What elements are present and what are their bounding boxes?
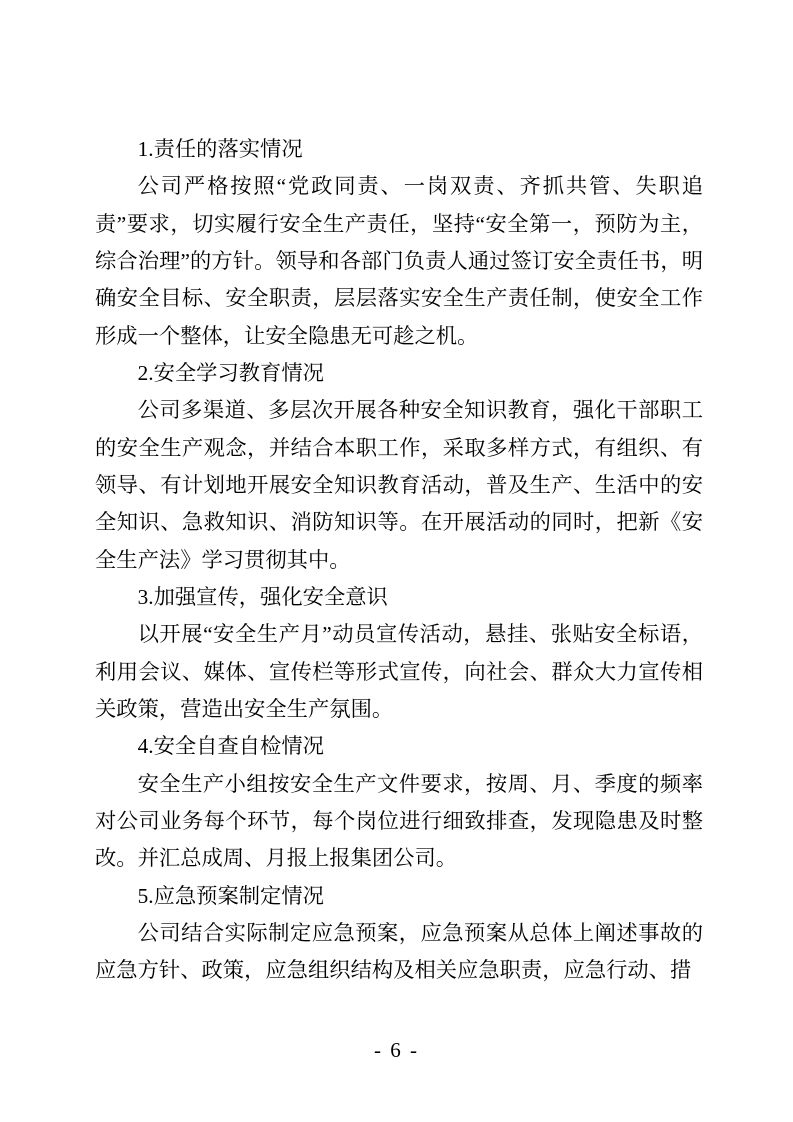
section-heading: 2.安全学习教育情况 bbox=[137, 360, 324, 385]
section-heading: 3.加强宣传，强化安全意识 bbox=[137, 584, 388, 609]
section-heading: 5.应急预案制定情况 bbox=[137, 883, 324, 908]
section-paragraph: 公司结合实际制定应急预案，应急预案从总体上阐述事故的应急方针、政策，应急组织结构及相关应急职责，应急行动、措 bbox=[95, 920, 703, 983]
document-body bbox=[95, 131, 703, 990]
section-heading: 1.责任的落实情况 bbox=[137, 137, 303, 161]
section-paragraph: 公司严格按照“党政同责、一岗双责、齐抓共管、失职追责”要求，切实履行安全生产责任，坚持“安全第一，预防为主，综合治理”的方针。领导和各部门负责人通过签订安全责任书，明确安全目标、安全职责，层层落实安全生产责任制，使安全工作形成一个整体，让安全隐患无可趁之机。 bbox=[95, 174, 703, 348]
page-number: - 6 - bbox=[374, 1038, 419, 1062]
section-heading: 4.安全自查自检情况 bbox=[137, 734, 324, 759]
section-paragraph: 安全生产小组按安全生产文件要求，按周、月、季度的频率对公司业务每个环节，每个岗位进行细致排查，发现隐患及时整改。并汇总成周、月报上报集团公司。 bbox=[95, 771, 703, 871]
section-paragraph: 以开展“安全生产月”动员宣传活动，悬挂、张贴安全标语，利用会议、媒体、宣传栏等形式宣传，向社会、群众大力宣传相关政策，营造出安全生产氛围。 bbox=[95, 622, 703, 721]
section-paragraph: 公司多渠道、多层次开展各种安全知识教育，强化干部职工的安全生产观念，并结合本职工作，采取多样方式，有组织、有领导、有计划地开展安全知识教育活动，普及生产、生活中的安全知识、急救知识、消防知识等。在开展活动的同时，把新《安全生产法》学习贯彻其中。 bbox=[95, 398, 703, 572]
